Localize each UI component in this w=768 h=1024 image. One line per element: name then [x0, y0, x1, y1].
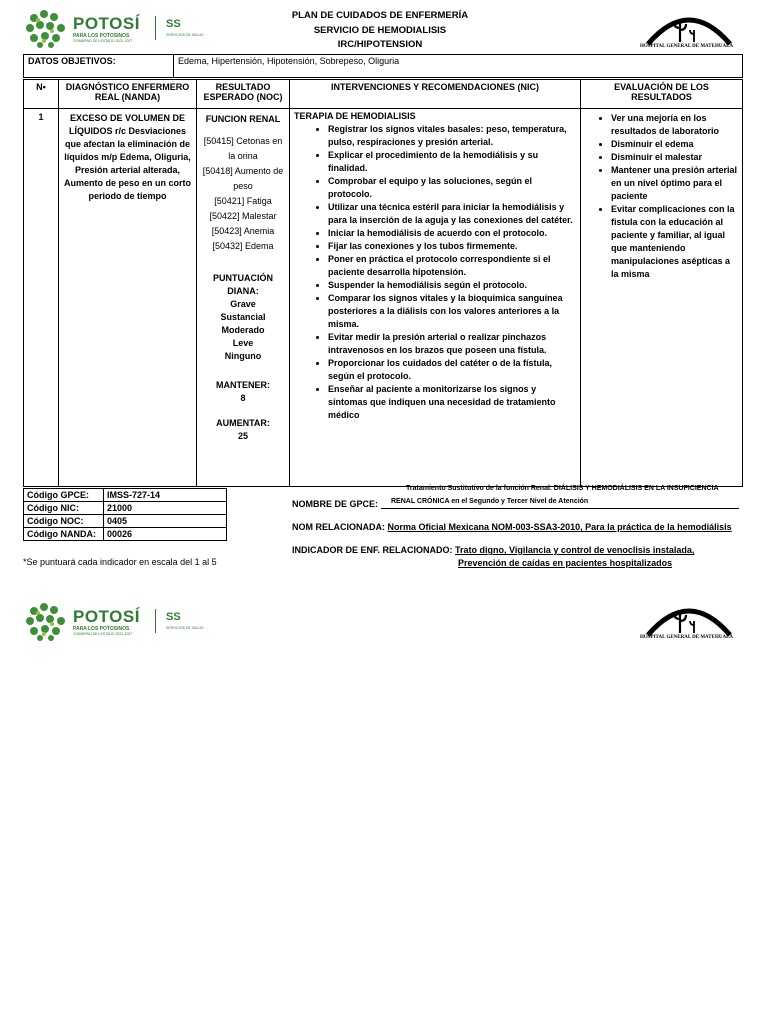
nic-item: • Iniciar la hemodiálisis de acuerdo con el protocolo. — [328, 227, 576, 240]
nic-list — [294, 123, 576, 422]
code-value: 00026 — [104, 528, 227, 541]
nom-description: , Para la práctica de la hemodiálisis — [580, 522, 732, 532]
noc-outcome — [197, 109, 290, 487]
brand-subtitle: PARA LOS POTOSINOS — [73, 626, 130, 632]
brand-subtitle-2: GOBIERNO DEL ESTADO 2021-2027 — [73, 39, 133, 43]
col-header-nic: INTERVENCIONES Y RECOMENDACIONES (NIC) — [290, 80, 581, 109]
gpce-name-line-2-wrap — [381, 498, 739, 509]
nic-item: • Registrar los signos vitales basales: peso, temperatura, pulso, respiraciones y presión arterial. — [328, 123, 576, 149]
care-plan-header-row — [24, 80, 743, 109]
doc-title-line-3: IRC/HIPOTENSION — [337, 39, 423, 50]
brand-divider — [155, 16, 156, 40]
brand-subtitle: PARA LOS POTOSINOS — [73, 33, 130, 39]
code-row — [24, 528, 227, 541]
hospital-caption: HOSPITAL GENERAL DE MATEHUALA — [640, 635, 734, 640]
code-label: Código GPCE: — [24, 489, 104, 502]
hospital-caption: HOSPITAL GENERAL DE MATEHUALA — [640, 44, 734, 49]
nic-item: • Comprobar el equipo y las soluciones, según el protocolo. — [328, 175, 576, 201]
hospital-arch-icon — [644, 6, 734, 46]
nic-item: • Comparar los signos vitales y la bioquímica sanguínea posteriores a la diálisis con los valores anteriores a la misma. — [328, 292, 576, 331]
noc-indicator: [50418] Aumento de peso — [202, 166, 284, 191]
objective-data-table — [23, 54, 743, 78]
nic-item: • Proporcionar los cuidados del catéter o de la fístula, según el protocolo. — [328, 357, 576, 383]
col-header-number: N• — [24, 80, 59, 109]
evaluation-item: • Disminuir el malestar — [611, 151, 738, 164]
score-levels — [199, 298, 287, 363]
gpce-name-line-2: RENAL CRÓNICA en el Segundo y Tercer Nivel de Atención — [391, 498, 589, 505]
care-plan-row — [24, 109, 743, 487]
code-label: Código NOC: — [24, 515, 104, 528]
nic-item: • Utilizar una técnica estéril para iniciar la hemodiálisis y para la inserción de la aguja y las conexiones del catéter. — [328, 201, 576, 227]
brand-name: POTOSÍ — [73, 607, 140, 626]
row-number: 1 — [24, 109, 59, 487]
nic-item: • Fijar las conexiones y los tubos firmemente. — [328, 240, 576, 253]
ss-subtitle: SERVICIOS DE SALUD — [166, 626, 204, 630]
col-header-noc: RESULTADO ESPERADO (NOC) — [197, 80, 290, 109]
brand-subtitle-2: GOBIERNO DEL ESTADO 2021-2027 — [73, 632, 133, 636]
gpce-label: NOMBRE DE GPCE: — [292, 499, 379, 509]
score-level: Moderado — [221, 325, 265, 335]
brand-name: POTOSÍ — [73, 14, 140, 33]
code-row — [24, 489, 227, 502]
indicator-value-1: Trato digno, Vigilancia y control de venoclisis instalada, — [455, 545, 695, 555]
nom-line — [292, 522, 732, 532]
evaluation-results — [581, 109, 743, 487]
score-level: Sustancial — [220, 312, 266, 322]
ss-mark: SS — [166, 18, 181, 30]
score-level: Ninguno — [224, 351, 262, 361]
increase-label: AUMENTAR: — [216, 418, 270, 428]
nic-item: • Evitar medir la presión arterial o realizar pinchazos intravenosos en los brazos que poseen una fístula. — [328, 331, 576, 357]
code-label: Código NIC: — [24, 502, 104, 515]
noc-indicator: [50432] Edema — [212, 241, 274, 251]
indicator-line-1 — [292, 545, 694, 555]
nom-label: NOM RELACIONADA: — [292, 522, 385, 532]
score-title: PUNTUACIÓN DIANA: — [213, 273, 273, 296]
potosi-logo — [24, 8, 204, 50]
evaluation-item: • Evitar complicaciones con la fistula con la educación al paciente y familiar, al igual que manteniendo manipulaciones asépticas a la misma — [611, 203, 738, 281]
code-value: 0405 — [104, 515, 227, 528]
ss-subtitle: SERVICIOS DE SALUD — [166, 33, 204, 37]
brand-divider — [155, 609, 156, 633]
noc-indicator: [50415] Cetonas en la orina — [203, 136, 283, 161]
code-value: IMSS-727-14 — [104, 489, 227, 502]
code-value: 21000 — [104, 502, 227, 515]
evaluation-list — [585, 112, 738, 281]
nic-item: • Explicar el procedimiento de la hemodiálisis y su finalidad. — [328, 149, 576, 175]
noc-indicator-list — [199, 134, 287, 254]
nom-link[interactable]: Norma Oficial Mexicana NOM-003-SSA3-2010 — [387, 522, 581, 532]
hospital-logo-footer — [638, 597, 768, 645]
objective-value: Edema, Hipertensión, Hipotensión, Sobrepeso, Oliguria — [174, 55, 743, 78]
care-plan-table — [23, 79, 743, 487]
code-row — [24, 502, 227, 515]
noc-title: FUNCION RENAL — [205, 114, 281, 124]
evaluation-item: • Ver una mejoría en los resultados de laboratorio — [611, 112, 738, 138]
evaluation-item: • Disminuir el edema — [611, 138, 738, 151]
nic-item: • Enseñar al paciente a monitorizarse los signos y síntomas que indiquen una necesidad de tratamiento médico — [328, 383, 576, 422]
potosi-leaf-icon — [24, 601, 70, 643]
nanda-diagnosis: EXCESO DE VOLUMEN DE LÍQUIDOS r/c Desviaciones que afectan la eliminación de líquidos m/p Edema, Oliguria, Presión arterial alterada, Aumento de peso en un corto periodo de tiempo — [59, 109, 197, 487]
ss-mark: SS — [166, 611, 181, 623]
potosi-logo-footer — [24, 601, 204, 643]
maintain-value: 8 — [240, 393, 246, 403]
gpce-name-line-1: Tratamiento Sustitutivo de la función Renal. DIÁLISIS Y HEMODIÁLISIS EN LA INSUFICIENCIA — [406, 485, 719, 492]
col-header-evaluation: EVALUACIÓN DE LOS RESULTADOS — [581, 80, 743, 109]
indicator-value-2: Prevención de caídas en pacientes hospitalizados — [458, 558, 673, 568]
doc-title-line-2: SERVICIO DE HEMODIALISIS — [313, 25, 447, 36]
code-row — [24, 515, 227, 528]
score-level: Grave — [230, 299, 256, 309]
score-level: Leve — [232, 338, 254, 348]
noc-indicator: [50421] Fatiga — [214, 196, 272, 206]
footnote: *Se puntuará cada indicador en escala del 1 al 5 — [23, 557, 217, 567]
maintain-label: MANTENER: — [216, 380, 270, 390]
noc-indicator: [50422] Malestar — [209, 211, 277, 221]
potosi-leaf-icon — [24, 8, 70, 50]
evaluation-item: • Mantener una presión arterial en un nivel óptimo para el paciente — [611, 164, 738, 203]
noc-indicator: [50423] Anemia — [211, 226, 275, 236]
hospital-logo — [638, 6, 768, 54]
objective-label: DATOS OBJETIVOS: — [24, 55, 174, 78]
nic-interventions — [290, 109, 581, 487]
nic-item: • Poner en práctica el protocolo correspondiente si el paciente desarrolla hipotensión. — [328, 253, 576, 279]
code-label: Código NANDA: — [24, 528, 104, 541]
codes-table — [23, 488, 227, 541]
increase-value: 25 — [237, 431, 248, 441]
nic-title: TERAPIA DE HEMODIALISIS — [294, 111, 416, 121]
doc-title-line-1: PLAN DE CUIDADOS DE ENFERMERÍA — [291, 10, 469, 21]
col-header-diagnosis: DIAGNÓSTICO ENFERMERO REAL (NANDA) — [59, 80, 197, 109]
nic-item: • Suspender la hemodiálisis según el protocolo. — [328, 279, 576, 292]
indicator-label: INDICADOR DE ENF. RELACIONADO: — [292, 545, 453, 555]
hospital-arch-icon — [644, 597, 734, 637]
